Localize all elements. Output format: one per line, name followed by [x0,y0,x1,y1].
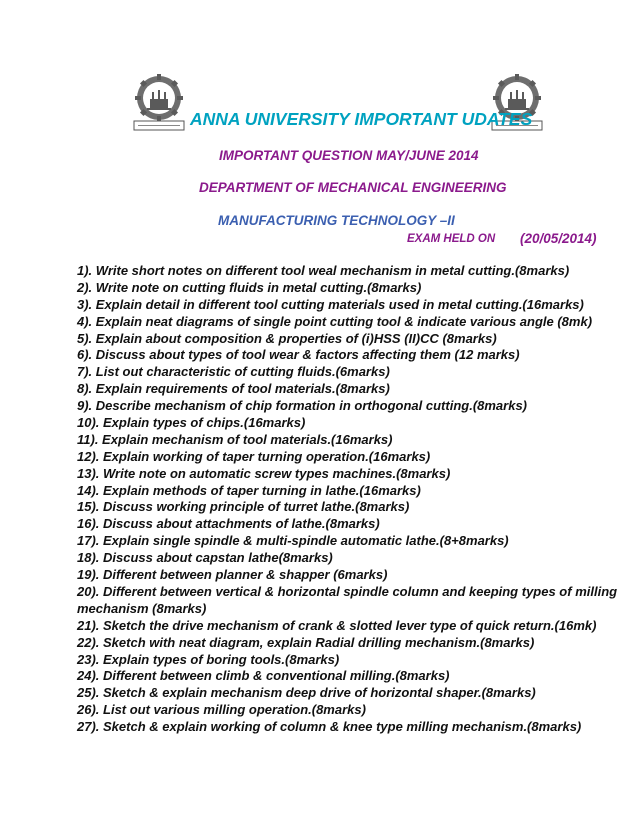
question-item: 17). Explain single spindle & multi-spindle automatic lathe.(8+8marks) [77,533,509,549]
question-item: 8). Explain requirements of tool materials.(8marks) [77,381,390,397]
question-item: 7). List out characteristic of cutting fluids.(6marks) [77,364,390,380]
question-item: 12). Explain working of taper turning operation.(16marks) [77,448,431,464]
question-item: 25). Sketch & explain mechanism deep drive of horizontal shaper.(8marks) [77,685,536,701]
question-item: 18). Discuss about capstan lathe(8marks) [77,550,333,566]
question-item: 27). Sketch & explain working of column & knee type milling mechanism.(8marks) [77,719,582,735]
department-title: DEPARTMENT OF MECHANICAL ENGINEERING [199,180,507,195]
exam-held-label: EXAM HELD ON [407,233,496,245]
question-item: 19). Different between planner & shapper (6marks) [77,567,388,583]
question-item: 21). Sketch the drive mechanism of crank & slotted lever type of quick return.(16mk) [77,617,597,633]
subject-title: MANUFACTURING TECHNOLOGY –II [218,213,455,228]
university-title: ANNA UNIVERSITY IMPORTANT UDATES [190,109,533,129]
question-item: 15). Discuss working principle of turret lathe.(8marks) [77,499,410,515]
question-item: 23). Explain types of boring tools.(8marks) [77,651,340,667]
question-item: 4). Explain neat diagrams of single point cutting tool & indicate various angle (8mk) [77,313,593,329]
question-item: 11). Explain mechanism of tool materials.(16marks) [77,431,393,447]
paper-title: IMPORTANT QUESTION MAY/JUNE 2014 [219,148,479,163]
question-item: 22). Sketch with neat diagram, explain Radial drilling mechanism.(8marks) [77,634,535,650]
question-item: 26). List out various milling operation.(8marks) [77,702,366,718]
university-emblem-logo [128,72,190,134]
question-item: 10). Explain types of chips.(16marks) [77,415,306,431]
question-item: 3). Explain detail in different tool cutting materials used in metal cutting.(16marks) [77,296,584,312]
question-item: 6). Discuss about types of tool wear & factors affecting them (12 marks) [77,347,520,363]
question-list [77,263,629,736]
question-item: 16). Discuss about attachments of lathe.(8marks) [77,516,380,532]
question-item: 9). Describe mechanism of chip formation in orthogonal cutting.(8marks) [77,398,528,414]
question-item: 24). Different between climb & conventional milling.(8marks) [77,668,450,684]
question-item: 14). Explain methods of taper turning in lathe.(16marks) [77,482,421,498]
question-item: 13). Write note on automatic screw types machines.(8marks) [77,465,451,481]
question-item: 5). Explain about composition & properties of (i)HSS (II)CC (8marks) [77,330,497,346]
question-item: 1). Write short notes on different tool weal mechanism in metal cutting.(8marks) [77,263,570,278]
question-item: 2). Write note on cutting fluids in metal cutting.(8marks) [77,279,422,295]
exam-date: (20/05/2014) [520,231,597,246]
question-item: 20). Different between vertical & horizontal spindle column and keeping types of milling mechanism (8marks) [77,583,618,616]
